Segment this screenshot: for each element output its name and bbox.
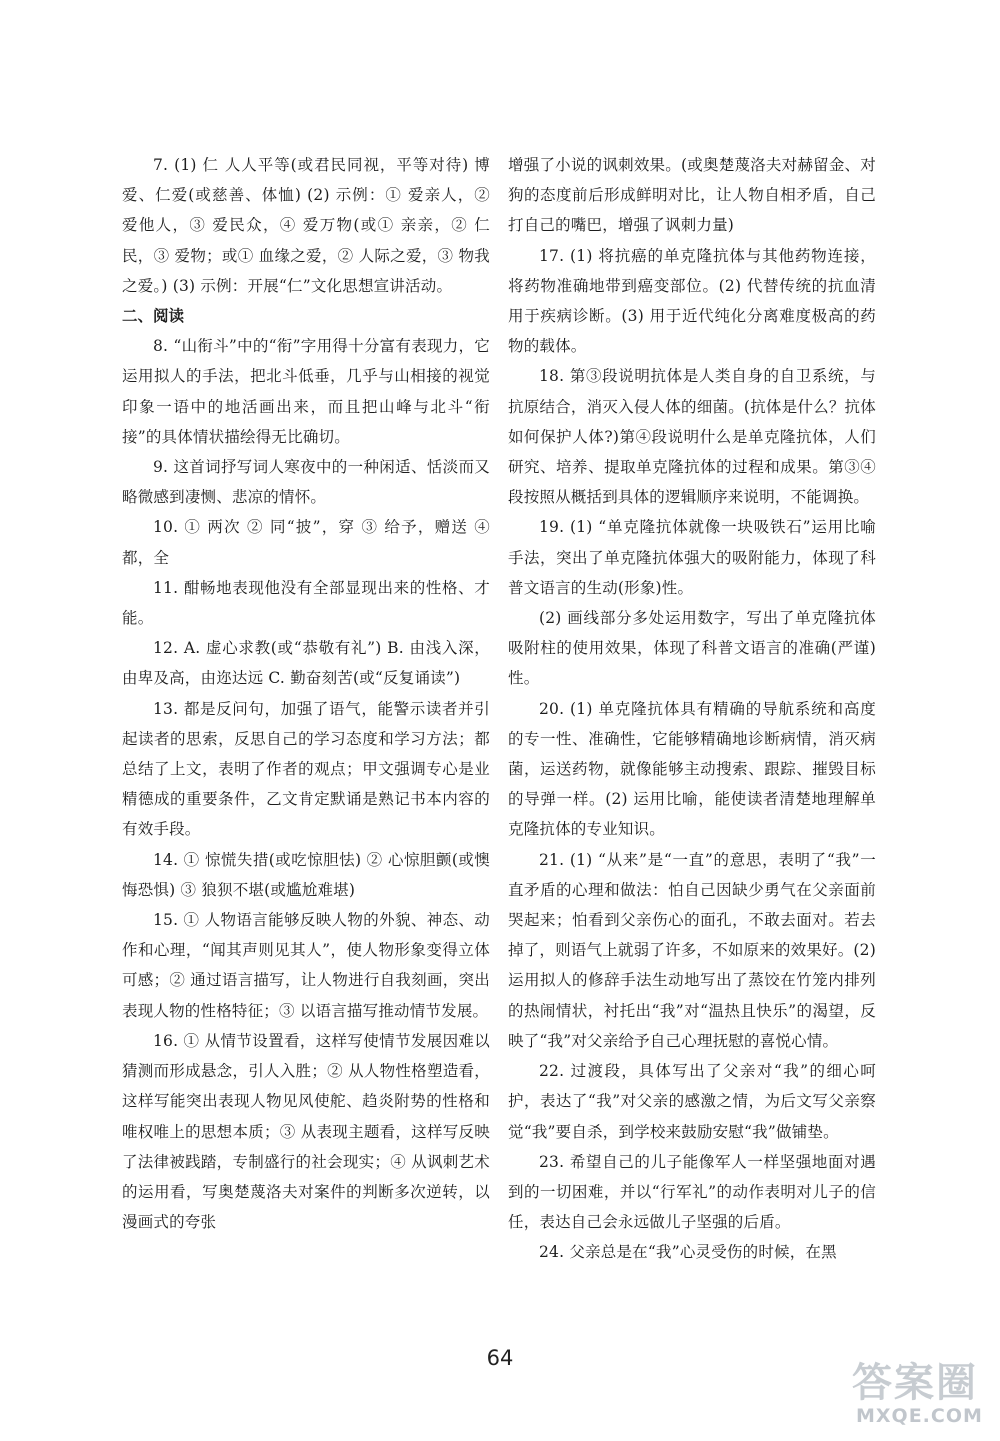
answer-11: 11. 酣畅地表现他没有全部显现出来的性格、才能。 — [122, 578, 490, 628]
answer-19-part2: (2) 画线部分多处运用数字，写出了单克隆抗体吸附柱的使用效果，体现了科普文语言的准确(严谨)性。 — [508, 609, 876, 688]
answer-17: 17. (1) 将抗癌的单克隆抗体与其他药物连接，将药物准确地带到癌变部位。(2) 代替传统的抗血清用于疾病诊断。(3) 用于近代纯化分离难度极高的药物的载体。 — [508, 246, 876, 356]
answer-10: 10. ① 两次 ② 同“披”，穿 ③ 给予，赠送 ④ 都，全 — [122, 518, 490, 567]
answer-23: 23. 希望自己的儿子能像军人一样坚强地面对遇到的一切困难，并以“行军礼”的动作表明对儿子的信任，表达自己会永远做儿子坚强的后盾。 — [508, 1152, 876, 1232]
answer-14: 14. ① 惊慌失措(或吃惊胆怯) ② 心惊胆颤(或懊悔恐惧) ③ 狼狈不堪(或尴尬难堪) — [122, 850, 490, 899]
answer-24: 24. 父亲总是在“我”心灵受伤的时候，在黑 — [539, 1243, 837, 1262]
right-column — [508, 150, 876, 1268]
answer-22: 22. 过渡段，具体写出了父亲对“我”的细心呵护，表达了“我”对父亲的感激之情，为后文写父亲察觉“我”要自杀，到学校来鼓励安慰“我”做铺垫。 — [508, 1062, 876, 1141]
answer-16: 16. ① 从情节设置看，这样写使情节发展因难以猜测而形成悬念，引人入胜；② 从人物性格塑造看，这样写能突出表现人物见风使舵、趋炎附势的性格和唯权唯上的思想本质；③ 从表现主题看，这样写反映了法律被践踏，专制盛行的社会现实；④ 从讽刺艺术的运用看，写奥楚蔑洛夫对案件的判断多次逆转，以漫画式的夸张 — [122, 1031, 490, 1232]
answer-21: 21. (1) “从来”是“一直”的意思，表明了“我”一直矛盾的心理和做法：怕自己因缺少勇气在父亲面前哭起来；怕看到父亲伤心的面孔，不敢去面对。若去掉了，则语气上就弱了许多，不如原来的效果好。(2) 运用拟人的修辞手法生动地写出了蒸饺在竹笼内排列的热闹情状，衬托出“我”对“温热且快乐”的渴望，反映了“我”对父亲给予自己心理抚慰的喜悦心情。 — [508, 850, 876, 1050]
answer-7: 7. (1) 仁 人人平等(或君民同视，平等对待) 博爱、仁爱(或慈善、体恤) (2) 示例：① 爱亲人，② 爱他人，③ 爱民众，④ 爱万物(或① 亲亲，② 仁民，③ 爱物；或① 血缘之爱，② 人际之爱，③ 物我之爱。) (3) 示例：开展“仁”文化思想宣讲活动。 — [122, 156, 490, 295]
answer-13: 13. 都是反问句，加强了语气，能警示读者并引起读者的思索，反思自己的学习态度和学习方法；都总结了上文，表明了作者的观点；甲文强调专心是业精德成的重要条件，乙文肯定默诵是熟记书本内容的有效手段。 — [122, 699, 490, 839]
page-number: 64 — [486, 1346, 514, 1370]
answer-20: 20. (1) 单克隆抗体具有精确的导航系统和高度的专一性、准确性，它能够精确地诊断病情，消灭病菌，运送药物，就像能够主动搜索、跟踪、摧毁目标的导弹一样。(2) 运用比喻，能使读者清楚地理解单克隆抗体的专业知识。 — [508, 699, 876, 839]
answer-15: 15. ① 人物语言能够反映人物的外貌、神态、动作和心理，“闻其声则见其人”，使人物形象变得立体可感；② 通过语言描写，让人物进行自我刻画，突出表现人物的性格特征；③ 以语言描写推动情节发展。 — [122, 911, 490, 1020]
left-column — [122, 150, 490, 1237]
answer-16-continued: 增强了小说的讽刺效果。(或奥楚蔑洛夫对赫留金、对狗的态度前后形成鲜明对比，让人物自相矛盾，自己打自己的嘴巴，增强了讽刺力量) — [508, 156, 876, 235]
section-heading-reading: 二、阅读 — [122, 307, 185, 326]
answer-8: 8. “山衔斗”中的“衔”字用得十分富有表现力，它运用拟人的手法，把北斗低垂，几乎与山相接的视觉印象一语中的地活画出来，而且把山峰与北斗“衔接”的具体情状描绘得无比确切。 — [122, 337, 490, 446]
answer-18: 18. 第③段说明抗体是人类自身的自卫系统，与抗原结合，消灭入侵人体的细菌。(抗体是什么？抗体如何保护人体?)第④段说明什么是单克隆抗体，人们研究、培养、提取单克隆抗体的过程和成果。第③④段按照从概括到具体的逻辑顺序来说明，不能调换。 — [508, 367, 876, 507]
answer-19-part1: 19. (1) “单克隆抗体就像一块吸铁石”运用比喻手法，突出了单克隆抗体强大的吸附能力，体现了科普文语言的生动(形象)性。 — [508, 518, 876, 597]
watermark-url: MXQE.COM — [856, 1405, 983, 1427]
answer-12: 12. A. 虚心求教(或“恭敬有礼”) B. 由浅入深，由卑及高，由迩达远 C. 勤奋刻苦(或“反复诵读”) — [122, 639, 490, 688]
watermark-logo — [846, 1351, 986, 1433]
watermark-brand: 答案圈 — [852, 1360, 978, 1406]
answer-9: 9. 这首词抒写词人寒夜中的一种闲适、恬淡而又略微感到凄恻、悲凉的情怀。 — [122, 458, 490, 507]
